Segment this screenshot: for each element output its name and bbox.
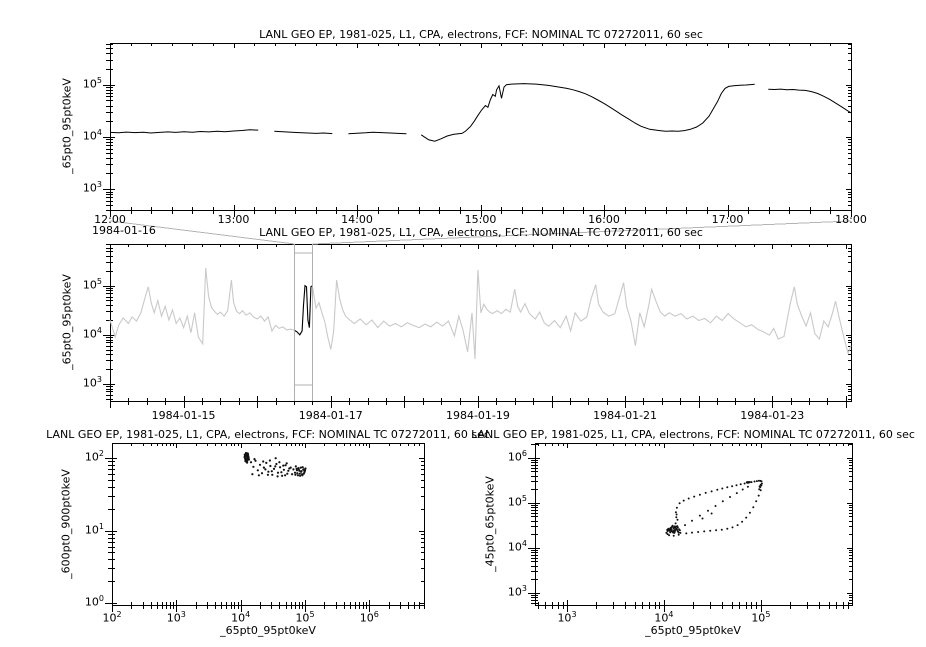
x-tick-label: 1984-01-23: [740, 409, 805, 422]
title-context-panel: LANL GEO EP, 1981-025, L1, CPA, electrons, FCF: NOMINAL TC 07272011, 60 sec: [259, 226, 703, 239]
scatter-point: [746, 481, 748, 483]
scatter-point: [699, 494, 701, 496]
scatter-point: [675, 516, 677, 518]
scatter-point: [278, 461, 280, 463]
scatter-point: [281, 475, 283, 477]
scatter-point: [284, 474, 286, 476]
scatter-point: [685, 532, 687, 534]
scatter-point: [715, 529, 717, 531]
scatter-point: [691, 520, 693, 522]
scatter-point: [675, 522, 677, 524]
scatter-point: [683, 500, 685, 502]
scatter-point: [674, 530, 676, 532]
scatter-point: [721, 488, 723, 490]
x-tick-label: $10^6$: [359, 610, 379, 625]
y-tick-label: $10^4$: [82, 326, 102, 341]
y-axis-label-scatter-right: _45pt0_65pt0keV: [483, 476, 497, 572]
scatter-point: [295, 465, 297, 467]
scatter-point: [675, 511, 677, 513]
scatter-point: [758, 495, 760, 497]
scatter-point: [666, 529, 668, 531]
y-tick-label: $10^5$: [82, 277, 102, 292]
y-axis-label-context: _65pt0_95pt0keV: [60, 274, 74, 370]
scatter-point: [267, 474, 269, 476]
scatter-point: [703, 530, 705, 532]
scatter-point: [716, 489, 718, 491]
scatter-point: [287, 470, 289, 472]
scatter-point: [722, 500, 724, 502]
scatter-point: [290, 467, 292, 469]
scatter-point: [691, 532, 693, 534]
x-tick-label: 16:00: [588, 213, 620, 226]
y-tick-label: $10^2$: [84, 449, 104, 464]
y-tick-label: $10^4$: [82, 128, 102, 143]
x-tick-label: 13:00: [217, 213, 250, 226]
scatter-point: [707, 510, 709, 512]
plot-area-br[interactable]: [535, 443, 852, 605]
scatter-point: [711, 513, 713, 515]
scatter-point: [252, 466, 254, 468]
scatter-point: [678, 534, 680, 536]
scatter-point: [277, 475, 279, 477]
x-tick-label: 15:00: [464, 213, 497, 226]
scatter-point: [702, 518, 704, 520]
scatter-point: [257, 469, 259, 471]
scatter-point: [263, 467, 265, 469]
scatter-point: [736, 492, 738, 494]
scatter-point: [731, 485, 733, 487]
y-axis-label-scatter-left: _600pt0_900pt0keV: [59, 469, 73, 579]
scatter-point: [754, 481, 756, 483]
scatter-point: [741, 521, 743, 523]
scatter-point: [709, 530, 711, 532]
scatter-point: [245, 459, 247, 461]
scatter-point: [253, 458, 255, 460]
scatter-point: [297, 467, 299, 469]
scatter-point: [699, 515, 701, 517]
scatter-point: [271, 474, 273, 476]
scatter-point: [715, 505, 717, 507]
scatter-point: [247, 455, 249, 457]
scatter-point: [732, 526, 734, 528]
scatter-point: [279, 466, 281, 468]
x-tick-label: 1984-01-21: [593, 409, 658, 422]
scatter-point: [672, 525, 674, 527]
scatter-point: [737, 524, 739, 526]
scatter-point: [677, 519, 679, 521]
scatter-point: [679, 532, 681, 534]
scatter-point: [297, 474, 299, 476]
x-tick-label: 1984-01-19: [445, 409, 510, 422]
x-axis-label-scatter-right: _65pt0_95pt0keV: [645, 624, 741, 637]
scatter-point: [296, 472, 298, 474]
scatter-point: [760, 484, 762, 486]
scatter-point: [285, 464, 287, 466]
scatter-point: [671, 529, 673, 531]
x-tick-label: $10^3$: [166, 610, 186, 625]
scatter-point: [300, 471, 302, 473]
scatter-point: [676, 525, 678, 527]
scatter-point: [674, 525, 676, 527]
x-tick-label: $10^2$: [102, 610, 122, 625]
scatter-point: [280, 471, 282, 473]
scatter-point: [745, 517, 747, 519]
scatter-point: [726, 528, 728, 530]
scatter-point: [250, 461, 252, 463]
scatter-point: [736, 484, 738, 486]
scatter-point: [296, 469, 298, 471]
scatter-point: [273, 468, 275, 470]
scatter-point: [300, 467, 302, 469]
y-tick-label: $10^1$: [84, 522, 104, 537]
scatter-point: [246, 462, 248, 464]
scatter-point: [726, 486, 728, 488]
scatter-point: [752, 506, 754, 508]
y-tick-label: $10^5$: [82, 76, 102, 91]
scatter-point: [286, 462, 288, 464]
scatter-point: [679, 529, 681, 531]
scatter-point: [251, 473, 253, 475]
scatter-point: [301, 474, 303, 476]
scatter-point: [705, 492, 707, 494]
x-tick-label: 1984-01-17: [298, 409, 363, 422]
scatter-point: [721, 529, 723, 531]
scatter-point: [755, 500, 757, 502]
x-axis-label-scatter-left: _65pt0_95pt0keV: [220, 624, 316, 637]
scatter-point: [671, 531, 673, 533]
x-tick-label: 12:00: [94, 213, 126, 226]
scatter-point: [258, 474, 260, 476]
y-tick-label: $10^3$: [507, 584, 527, 599]
scatter-point: [740, 483, 742, 485]
x-axis-context-date: 1984-01-16: [92, 224, 156, 237]
scatter-point: [274, 465, 276, 467]
scatter-point: [749, 512, 751, 514]
y-tick-label: $10^4$: [507, 539, 527, 554]
scatter-point: [673, 532, 675, 534]
scatter-point: [299, 475, 301, 477]
y-tick-label: $10^6$: [507, 449, 527, 464]
scatter-point: [294, 474, 296, 476]
y-tick-label: $10^3$: [82, 375, 102, 390]
scatter-point: [271, 470, 273, 472]
scatter-point: [678, 532, 680, 534]
scatter-point: [688, 498, 690, 500]
x-tick-label: $10^4$: [231, 610, 251, 625]
scatter-point: [265, 462, 267, 464]
scatter-point: [262, 460, 264, 462]
scatter-point: [697, 531, 699, 533]
scatter-point: [693, 496, 695, 498]
title-scatter-right-panel: LANL GEO EP, 1981-025, L1, CPA, electrons, FCF: NOMINAL TC 07272011, 60 sec: [471, 428, 915, 441]
scatter-point: [286, 473, 288, 475]
scatter-point: [673, 535, 675, 537]
scatter-point: [292, 468, 294, 470]
x-tick-label: 18:00: [835, 213, 867, 226]
scatter-point: [761, 480, 763, 482]
scatter-point: [282, 465, 284, 467]
x-tick-label: 17:00: [711, 213, 744, 226]
x-tick-label: $10^5$: [295, 610, 315, 625]
scatter-point: [267, 471, 269, 473]
scatter-point: [244, 457, 246, 459]
y-tick-label: $10^3$: [82, 180, 102, 195]
x-tick-label: 14:00: [341, 213, 373, 226]
plot-area-bl[interactable]: [112, 443, 424, 605]
scatter-point: [248, 458, 250, 460]
scatter-point: [261, 472, 263, 474]
scatter-point: [283, 469, 285, 471]
scatter-point: [269, 459, 271, 461]
scatter-point: [294, 472, 296, 474]
scatter-point: [676, 514, 678, 516]
scatter-point: [756, 480, 758, 482]
scatter-point: [277, 472, 279, 474]
scatter-point: [291, 473, 293, 475]
scatter-point: [275, 457, 277, 459]
plot-area-top[interactable]: [110, 43, 851, 210]
scatter-point: [747, 486, 749, 488]
x-tick-label: 1984-01-15: [151, 409, 216, 422]
scatter-point: [247, 452, 249, 454]
scatter-point: [668, 534, 670, 536]
y-tick-label: $10^0$: [84, 594, 104, 609]
y-axis-label-top: _65pt0_95pt0keV: [60, 78, 74, 174]
scatter-point: [264, 468, 266, 470]
scatter-point: [299, 473, 301, 475]
title-top-panel: LANL GEO EP, 1981-025, L1, CPA, electrons, FCF: NOMINAL TC 07272011, 60 sec: [259, 28, 703, 41]
x-tick-label: $10^5$: [751, 610, 771, 625]
scatter-point: [304, 470, 306, 472]
scatter-point: [760, 489, 762, 491]
x-tick-label: $10^4$: [654, 610, 674, 625]
scatter-point: [684, 524, 686, 526]
y-tick-label: $10^5$: [507, 494, 527, 509]
scatter-point: [259, 464, 261, 466]
scatter-point: [275, 463, 277, 465]
scatter-point: [676, 507, 678, 509]
title-scatter-left-panel: LANL GEO EP, 1981-025, L1, CPA, electrons, FCF: NOMINAL TC 07272011, 60 sec: [46, 428, 490, 441]
x-tick-label: $10^3$: [557, 610, 577, 625]
scatter-point: [729, 496, 731, 498]
scatter-point: [711, 490, 713, 492]
scatter-point: [302, 466, 304, 468]
scatter-point: [679, 502, 681, 504]
scatter-point: [742, 489, 744, 491]
scatter-point: [269, 465, 271, 467]
scatter-point: [744, 483, 746, 485]
